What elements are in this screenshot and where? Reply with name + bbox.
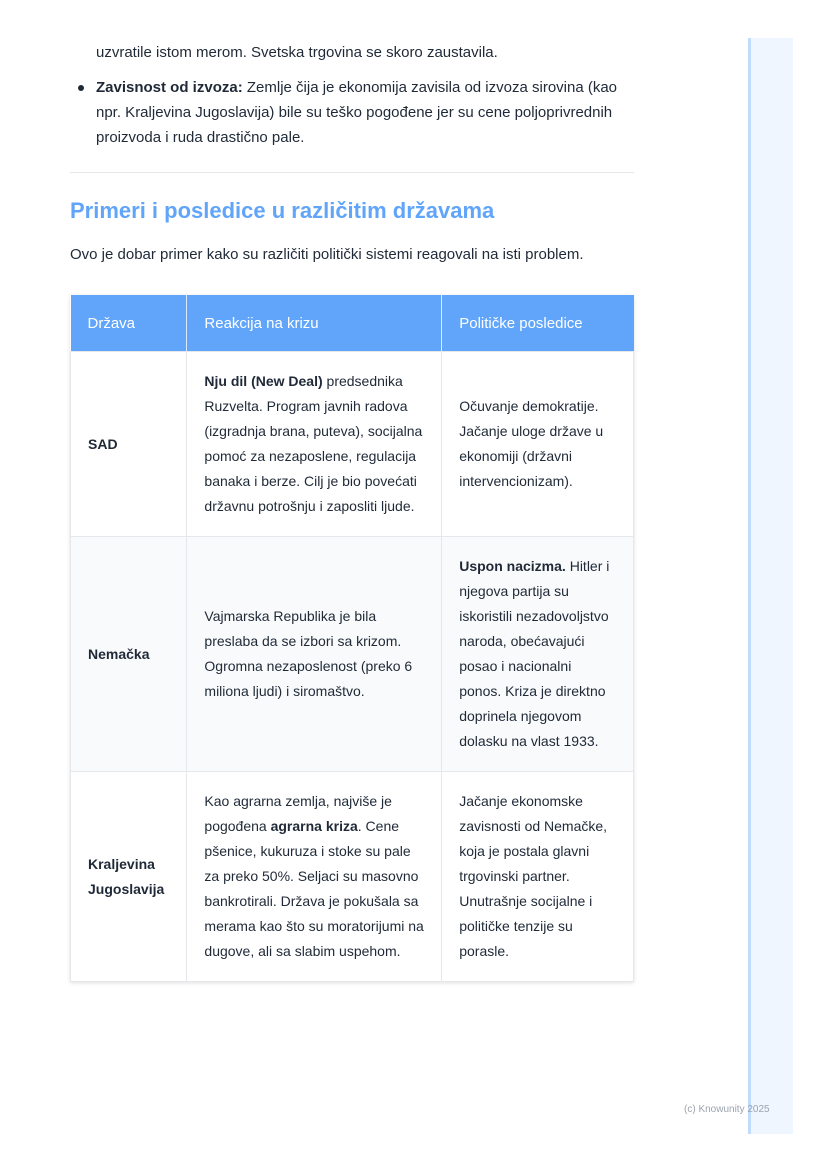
bullet-label: Zavisnost od izvoza: — [96, 79, 243, 96]
cell-reaction — [187, 352, 442, 537]
side-panel — [748, 38, 793, 1134]
bullet-body: Zemlje čija je ekonomija zavisila od izvoza sirovina (kao npr. Kraljevina Jugoslavija) bile su teško pogođene jer su cene poljoprivrednih proizvoda i ruda drastično pale. — [96, 79, 618, 146]
bullet-icon — [78, 85, 84, 91]
section-heading: Primeri i posledice u različitim državama — [70, 198, 495, 223]
table-header-row — [71, 295, 634, 352]
table-row — [71, 772, 634, 982]
table-row — [71, 352, 634, 537]
bullet-text — [96, 75, 636, 150]
header-consequences: Političke posledice — [442, 295, 634, 352]
reaction-text: predsednika Ruzvelta. Program javnih radova (izgradnja brana, puteva), socijalna pomoć za nezaposlene, regulacija banaka i berze. Cilj je bio povećati državnu potrošnju i zaposliti ljude. — [204, 373, 423, 514]
header-reaction: Reakcija na krizu — [187, 295, 442, 352]
intro-paragraph: Ovo je dobar primer kako su različiti politički sistemi reagovali na isti problem. — [70, 246, 584, 263]
cell-country: Nemačka — [71, 537, 187, 772]
consequence-text: Hitler i njegova partija su iskoristili nezadovoljstvo naroda, obećavajući posao i nacionalni ponos. Kriza je direktno doprinela njegovom dolasku na vlast 1933. — [459, 558, 610, 749]
cell-consequence: Jačanje ekonomske zavisnosti od Nemačke, koja je postala glavni trgovinski partner. Unutrašnje socijalne i političke tenzije su porasle. — [442, 772, 634, 982]
comparison-table — [70, 295, 634, 982]
cell-country: Kraljevina Jugoslavija — [71, 772, 187, 982]
copyright-footer: (c) Knowunity 2025 — [684, 1104, 770, 1115]
reaction-bold: Nju dil (New Deal) — [204, 373, 323, 389]
reaction-bold: agrarna kriza — [270, 818, 358, 834]
reaction-post: . Cene pšenice, kukuruza i stoke su pale za preko 50%. Seljaci su masovno bankrotirali. Država je pokušala sa merama kao što su moratorijumi na dugove, ali sa slabim uspehom. — [204, 818, 424, 959]
table-row — [71, 537, 634, 772]
consequence-bold: Uspon nacizma. — [459, 558, 566, 574]
reaction-pre: Kao agrarna zemlja, najviše je pogođena — [204, 793, 392, 834]
cell-reaction: Vajmarska Republika je bila preslaba da se izbori sa krizom. Ogromna nezaposlenost (preko 6 miliona ljudi) i siromaštvo. — [187, 537, 442, 772]
header-country: Država — [71, 295, 187, 352]
cell-consequence: Očuvanje demokratije. Jačanje uloge države u ekonomiji (državni intervencionizam). — [442, 352, 634, 537]
cell-consequence — [442, 537, 634, 772]
cell-country: SAD — [71, 352, 187, 537]
cell-reaction — [187, 772, 442, 982]
section-divider — [70, 172, 634, 173]
continued-paragraph: uzvratile istom merom. Svetska trgovina se skoro zaustavila. — [96, 44, 498, 61]
